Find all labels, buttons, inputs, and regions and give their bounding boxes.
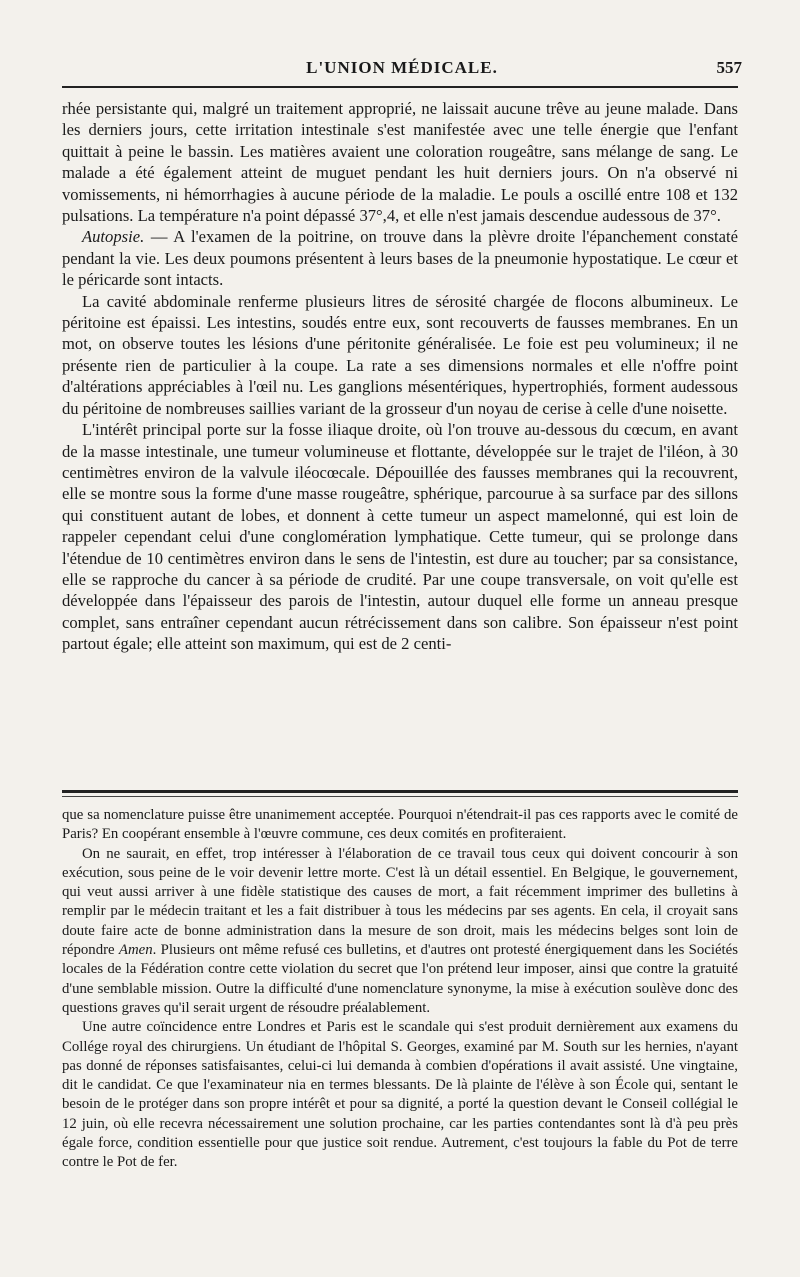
paragraph-fosse-iliaque: L'intérêt principal porte sur la fosse iliaque droite, où l'on trouve au-dessous du cœcum, en avant de la masse intestinale, une tumeur volumineuse et flottante, développée sur le trajet de l'iléon, à 30 centimètres environ de la valvule iléocœcale. Dépouillée des fausses membranes qui la recouvrent, elle se montre sous la forme d'une masse rougeâtre, sphérique, parcourue à sa surface par des sillons qui constituent autant de lobes, et donnent à cette tumeur un aspect mamelonné, qui est loin de rappeler cependant celui d'une conglomération lymphatique. Cette tumeur, qui se prolonge dans l'étendue de 10 centimètres environ dans le sens de l'intestin, est dure au toucher; par sa consistance, elle se rapproche du cancer à sa période de crudité. Par une coupe transversale, on voit qu'elle est développée dans l'épaisseur des parois de l'intestin, autour duquel elle forme un anneau presque complet, sans entraîner cependant aucun rétrécissement dans son calibre. Son épaisseur n'est point partout égale; elle atteint son maximum, qui est de 2 centi- [62,420,738,654]
article-body [62,98,738,655]
feuilleton-body [62,806,738,1173]
header-rule [62,86,738,88]
paragraph-nomenclature: que sa nomenclature puisse être unanimement acceptée. Pourquoi n'étendrait-il pas ces rapports avec le comité de Paris? En coopérant ensemble à l'œuvre commune, ces deux comités en profiteraient. [62,807,738,843]
section-divider [62,790,738,797]
paragraph-autopsie [62,226,738,290]
paragraph-abdomen: La cavité abdominale renferme plusieurs litres de sérosité chargée de flocons albumineux. Le péritoine est épaissi. Les intestins, soudés entre eux, sont recouverts de fausses membranes. En un mot, on observe toutes les lésions d'une péritonite généralisée. Le foie est peu volumineux; il ne présente rien de particulier à la coupe. La rate a ses dimensions normales et elle n'offre point d'altérations appréciables à l'œil nu. Les ganglions mésentériques, hypertrophiés, forment audessous du péritoine de nombreuses saillies variant de la grosseur d'un noyau de cerise à celle d'une noisette. [62,291,738,418]
running-title: L'UNION MÉDICALE. [306,58,498,77]
page-header [62,58,742,88]
page-number: 557 [716,58,742,77]
paragraph-londres: Une autre coïncidence entre Londres et Paris est le scandale qui s'est produit dernièrement aux examens du Collége royal des chirurgiens. Un étudiant de l'hôpital S. Georges, examiné par M. South sur les hernies, n'ayant pas donné de réponses satisfaisantes, celui-ci lui demanda à combien d'opérations il avait assisté. Une vingtaine, dit le candidat. Ce que l'examinateur nia en termes blessants. De là plainte de l'élève à son École qui, sentant le besoin de le protéger dans son propre intérêt et pour sa dignité, a porté la question devant le Conseil collégial le 12 juin, où elle recevra nécessairement une solution prochaine, car les parties contendantes sont là d'à peu près égale force, condition essentielle pour que justice soit rendue. Autrement, c'est toujours la fable du Pot de terre contre le Pot de fer. [62,1019,738,1171]
paragraph-continued: rhée persistante qui, malgré un traitement approprié, ne laissait aucune trêve au jeune malade. Dans les derniers jours, cette irritation intestinale s'est manifestée avec une telle énergie que l'enfant quittait à peine le bassin. Les matières avaient une coloration rougeâtre, sans mélange de sang. Le malade a été également atteint de muguet pendant les huit derniers jours. On n'a observé ni vomissements, ni hémorrhagies à aucune période de la maladie. Le pouls a oscillé entre 108 et 132 pulsations. La température n'a point dépassé 37°,4, et elle n'est jamais descendue audessous de 37°. [62,99,738,226]
autopsie-text: — A l'examen de la poitrine, on trouve dans la plèvre droite l'épanchement constaté pendant la vie. Les deux poumons présentent à leurs bases de la pneumonie hypostatique. Le cœur et le péricarde sont intacts. [62,227,738,290]
autopsie-label: Autopsie. [82,227,145,247]
paragraph-belgique: On ne saurait, en effet, trop intéresser à l'élaboration de ce travail tous ceux qui doivent concourir à son exécution, sous peine de le voir devenir lettre morte. C'est là un détail essentiel. En Belgique, le gouvernement, qui veut aussi arriver à une fidèle statistique des causes de mort, a fait récemment imprimer des bulletins à remplir par le médecin traitant et les a fait distribuer à tous les médecins par ses agents. En cela, il croyait sans doute faire acte de bonne administration dans la mesure de son droit, mais les médecins belges sont loin de répondre Amen. Plusieurs ont même refusé ces bulletins, et d'autres ont protesté énergiquement dans les Sociétés locales de la Fédération contre cette violation du secret que l'on prétend leur imposer, ainsi que contre la gratuité d'une semblable mission. Outre la difficulté d'une nomenclature synonyme, la mise à exécution soulève donc des questions graves qu'il serait urgent de résoudre préalablement. [62,845,738,1016]
amen-word: Amen [118,942,153,959]
